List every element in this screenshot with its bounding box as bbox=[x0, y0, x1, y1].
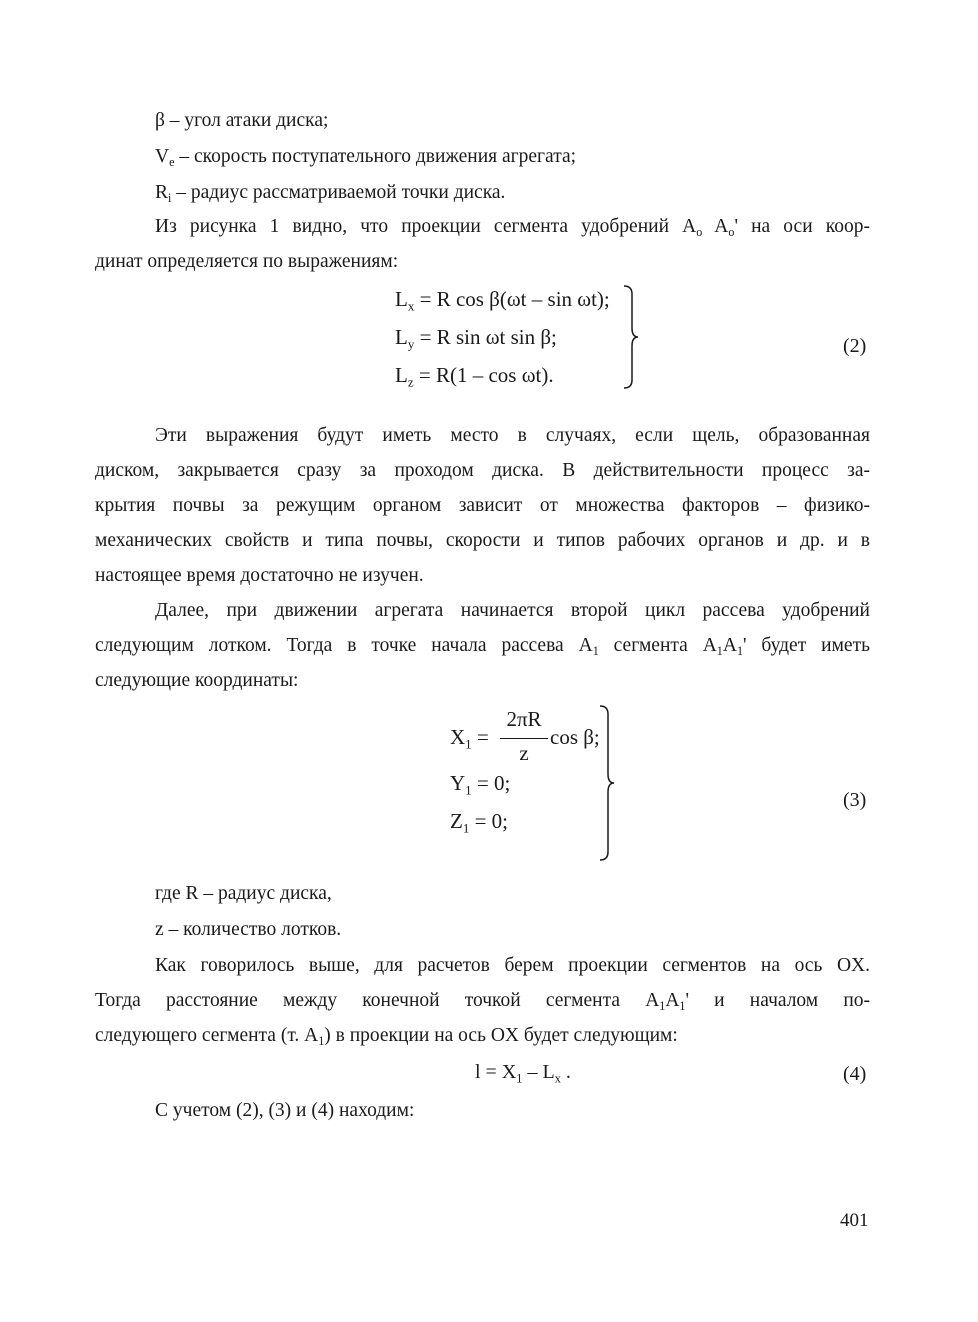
where-z: z – количество лотков. bbox=[155, 919, 342, 940]
equation-2-number: (2) bbox=[843, 335, 867, 357]
equation-3-x-lhs: $X_1$ = bbox=[450, 725, 489, 752]
paragraph-1-line-2: динат определяется по выражениям: bbox=[95, 251, 399, 272]
equation-4-number: (4) bbox=[843, 1063, 867, 1085]
paragraph-4-line-1: Как говорилось выше, для расчетов берем проекции сегментов на ось OX. bbox=[155, 955, 870, 976]
equation-2-line-3: $L_z = R(1 - \cos \omega t)$. bbox=[395, 363, 554, 390]
equation-3-x-tail: cos β; bbox=[550, 725, 600, 749]
equation-3-z: $Z_1 = 0$; bbox=[450, 809, 509, 836]
paragraph-4-line-2: Тогда расстояние между конечной точкой сегмента $A_1A_1'$ и началом по- bbox=[95, 990, 870, 1014]
equation-4: $l = X_1 - L_x$ . bbox=[475, 1061, 571, 1086]
equation-3-numerator: 2πR bbox=[506, 707, 542, 731]
right-brace-icon bbox=[598, 704, 618, 862]
equation-3-number: (3) bbox=[843, 789, 867, 811]
definition-ve: $V_e$ – скорость поступательного движения агрегата; bbox=[155, 146, 577, 170]
equation-2-line-1: $L_x = R$ cos β(ωt – sin ωt); bbox=[395, 287, 610, 314]
paragraph-2-line-3: крытия почвы за режущим органом зависит от множества факторов – физико- bbox=[95, 495, 870, 516]
where-r: где R – радиус диска, bbox=[155, 883, 332, 904]
paragraph-2-line-5: настоящее время достаточно не изучен. bbox=[95, 565, 424, 586]
equation-2-line-2: $L_y = R$ sin ωt sin β; bbox=[395, 325, 557, 352]
definition-ri: $R_i$ – радиус рассматриваемой точки диска. bbox=[155, 182, 506, 206]
paragraph-2-line-4: механических свойств и типа почвы, скорости и типов рабочих органов и др. и в bbox=[95, 530, 870, 551]
equation-3-denominator: z bbox=[519, 741, 529, 765]
paragraph-1-line-1: Из рисунка 1 видно, что проекции сегмента удобрений $A_o$ $A_o'$ на оси коор- bbox=[155, 216, 870, 240]
paragraph-3-line-2: следующим лотком. Тогда в точке начала рассева $A_1$ сегмента $A_1A_1'$ будет иметь bbox=[95, 635, 870, 659]
closing-line: С учетом (2), (3) и (4) находим: bbox=[155, 1100, 415, 1121]
definition-beta bbox=[155, 111, 328, 131]
equation-3-fraction-bar bbox=[500, 738, 548, 739]
paragraph-3-line-1: Далее, при движении агрегата начинается второй цикл рассева удобрений bbox=[155, 600, 870, 621]
equation-3-y: $Y_1 = 0$; bbox=[450, 771, 511, 798]
page-number: 401 bbox=[840, 1210, 869, 1231]
paragraph-2-line-1: Эти выражения будут иметь место в случаях, если щель, образованная bbox=[155, 425, 870, 446]
definition-beta-text: β – угол атаки диска; bbox=[155, 110, 329, 131]
paragraph-3-line-3: следующие координаты: bbox=[95, 670, 299, 691]
paragraph-2-line-2: диском, закрывается сразу за проходом диска. В действительности процесс за- bbox=[95, 460, 870, 481]
paragraph-4-line-3: следующего сегмента (т. $A_1$) в проекции на ось OX будет следующим: bbox=[95, 1025, 678, 1049]
right-brace-icon bbox=[622, 284, 642, 390]
